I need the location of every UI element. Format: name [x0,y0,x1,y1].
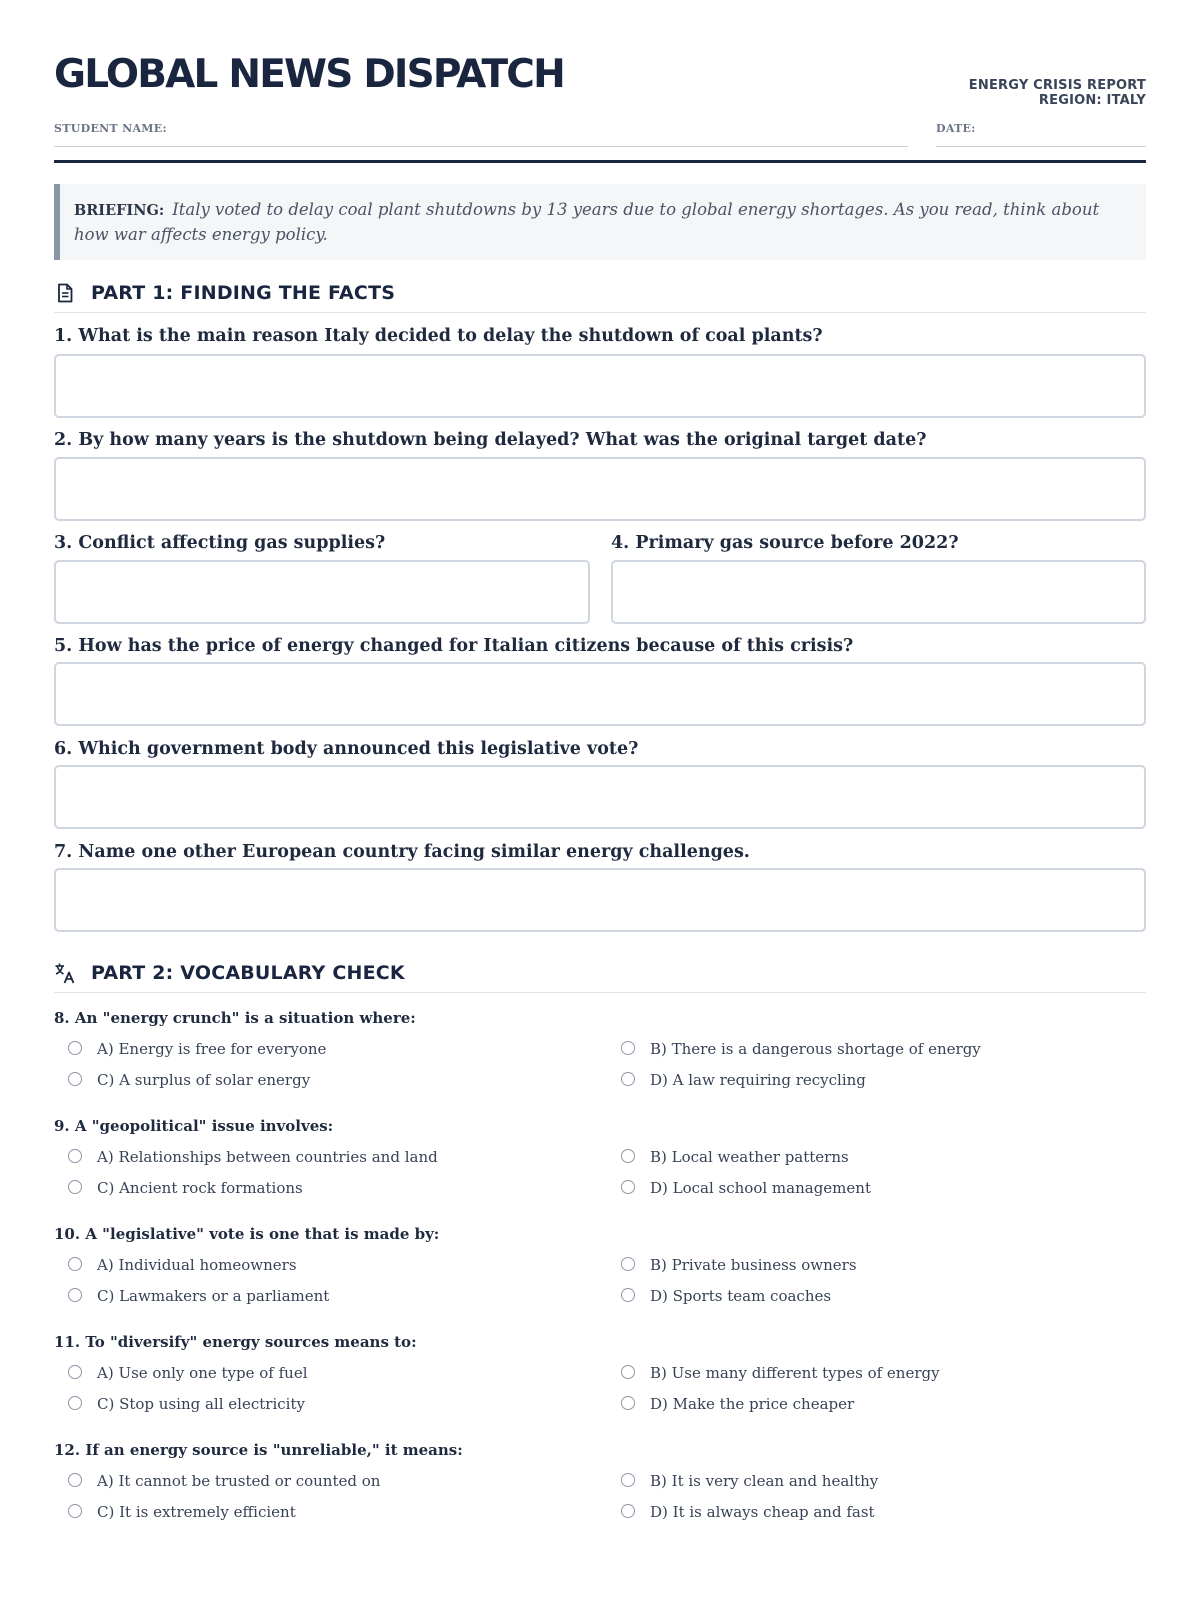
radio-button[interactable] [68,1072,82,1086]
report-meta [969,78,1146,108]
radio-button[interactable] [621,1149,635,1163]
answer-box-2[interactable] [54,457,1146,521]
answer-box-7[interactable] [54,868,1146,932]
answer-box-1[interactable] [54,354,1146,418]
part2-header [54,962,1146,993]
question-4: 4. Primary gas source before 2022? [611,533,959,553]
radio-button[interactable] [621,1396,635,1410]
radio-button[interactable] [621,1072,635,1086]
date-label: DATE: [936,122,976,135]
part1-title: PART 1: FINDING THE FACTS [91,282,396,304]
part2-title: PART 2: VOCABULARY CHECK [91,962,405,984]
question-7: 7. Name one other European country facing similar energy challenges. [54,842,750,862]
question-1: 1. What is the main reason Italy decided to delay the shutdown of coal plants? [54,326,823,346]
question-6: 6. Which government body announced this legislative vote? [54,739,639,759]
answer-box-6[interactable] [54,765,1146,829]
radio-button[interactable] [68,1257,82,1271]
radio-button[interactable] [68,1504,82,1518]
radio-button[interactable] [68,1396,82,1410]
document-icon [54,282,76,304]
briefing-callout [54,184,1146,260]
question-3: 3. Conflict affecting gas supplies? [54,533,386,553]
part1-header [54,282,1146,313]
header-divider [54,160,1146,163]
radio-button[interactable] [68,1180,82,1194]
student-name-field[interactable] [54,122,908,147]
report-type: ENERGY CRISIS REPORT [968,78,1146,93]
student-name-label: STUDENT NAME: [54,122,167,135]
answer-box-3[interactable] [54,560,590,624]
question-2: 2. By how many years is the shutdown being delayed? What was the original target date? [54,430,927,450]
translate-icon [54,962,76,984]
vocab-question-10: 10. A "legislative" vote is one that is made by: [54,1225,440,1243]
vocab-question-8: 8. An "energy crunch" is a situation where: [54,1009,416,1027]
briefing-label: BRIEFING: [74,202,165,219]
vocab-question-9: 9. A "geopolitical" issue involves: [54,1117,334,1135]
radio-button[interactable] [68,1365,82,1379]
date-field[interactable] [936,122,1146,147]
question-5: 5. How has the price of energy changed for Italian citizens because of this crisis? [54,636,854,656]
radio-button[interactable] [621,1257,635,1271]
radio-button[interactable] [68,1041,82,1055]
radio-button[interactable] [68,1288,82,1302]
radio-button[interactable] [621,1180,635,1194]
answer-box-4[interactable] [611,560,1146,624]
radio-button[interactable] [68,1473,82,1487]
radio-button[interactable] [621,1365,635,1379]
vocab-question-12: 12. If an energy source is "unreliable," it means: [54,1441,463,1459]
briefing-text: Italy voted to delay coal plant shutdowns by 13 years due to global energy shortages. As you read, think about how war affects energy policy. [74,200,1100,244]
radio-button[interactable] [621,1473,635,1487]
radio-button[interactable] [621,1041,635,1055]
radio-button[interactable] [68,1149,82,1163]
radio-button[interactable] [621,1504,635,1518]
vocab-question-11: 11. To "diversify" energy sources means to: [54,1333,417,1351]
radio-button[interactable] [621,1288,635,1302]
masthead-title: GLOBAL NEWS DISPATCH [54,52,564,97]
report-region: REGION: ITALY [1038,93,1146,108]
answer-box-5[interactable] [54,662,1146,726]
worksheet-page: GLOBAL NEWS DISPATCH ENERGY CRISIS REPORT REGION: ITALY STUDENT NAME: DATE: BRIEFING: Italy voted to delay coal plant shutdowns by 13 years due to global energy shortages. As you read, think about how war affects energy policy. PART 1: FINDING THE FACTS 1. What is the main reason Italy decided to delay the shutdown of coal plants? 2. By how many years is the shutdown being delayed? What was the original target date? 3. Conflict affecting gas supplies? 4. Primary gas source before 2022? 5. How has the price of energy changed for Italian citizens because of this crisis? 6. Which government body announced this legislative vote? 7. Name one other European country facing similar energy challenges. PART 2: VOCABULARY CHECK 8. An "energy crunch" is a situation where: A) Energy is free for everyone B) There is a dangerous shortage of energy C) A surplus of solar energy D) A law requiring recycling 9. A "geopolitical" issue involves: A) Relationships between countries and land B) Local weather patterns C) Ancient rock formations D) Local school management 10. A "legislative" vote is one that is made by: A) Individual homeowners B) Private business owners C) Lawmakers or a parliament D) Sports team coaches 11. To "diversify" energy sources means to: A) Use only one type of fuel B) Use many different types of energy C) Stop using all electricity D) Make the price cheaper 12. If an energy source is "unreliable," it means: A) It cannot be trusted or counted on B) It is very clean and healthy C) It is extremely efficient D) It is always cheap and fast [54,52,1146,1521]
